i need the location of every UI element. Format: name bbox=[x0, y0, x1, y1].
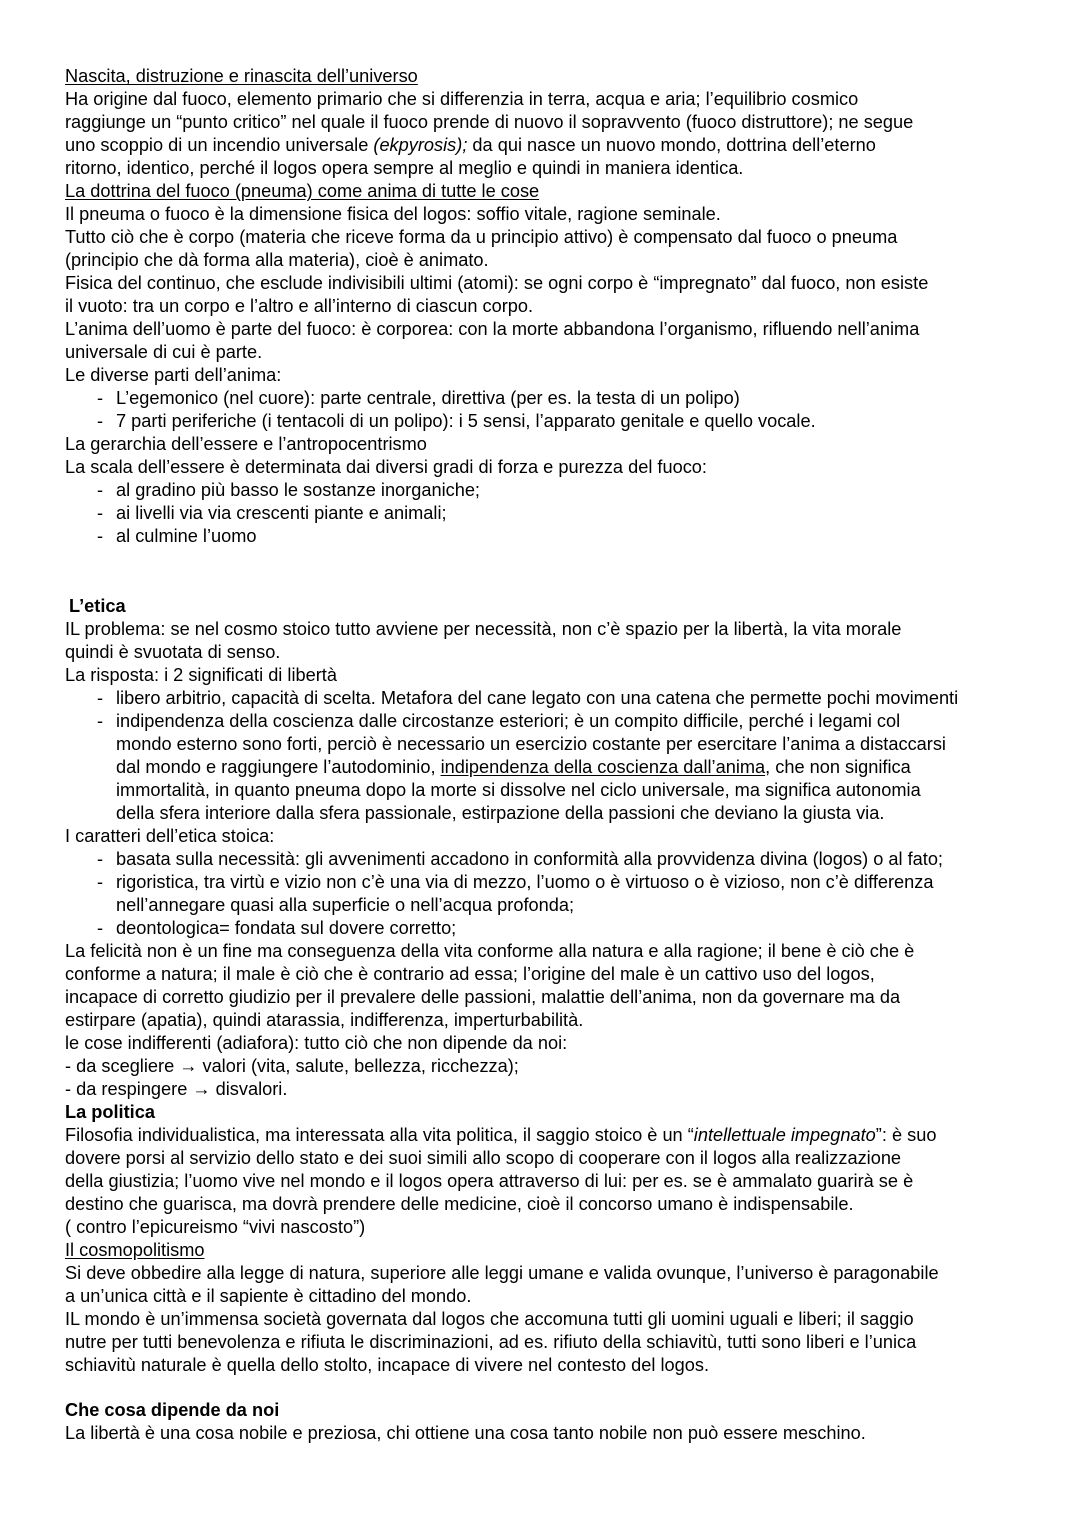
bullet-dash: - bbox=[97, 503, 104, 523]
bullet-dash: - bbox=[97, 918, 104, 938]
paragraph-line: IL problema: se nel cosmo stoico tutto avviene per necessità, non c’è spazio per la libertà, la vita morale bbox=[65, 619, 902, 639]
list-item bbox=[65, 387, 1055, 410]
list-item-continuation bbox=[65, 756, 1055, 779]
list-item-continuation: immortalità, in quanto pneuma dopo la morte si dissolve nel ciclo universale, ma significa autonomia bbox=[116, 780, 921, 800]
text-span: da qui nasce un nuovo mondo, dottrina dell’eterno bbox=[467, 135, 876, 155]
paragraph-line: L’anima dell’uomo è parte del fuoco: è corporea: con la morte abbandona l’organismo, rifluendo nell’anima bbox=[65, 319, 920, 339]
bullet-dash: - bbox=[97, 388, 104, 408]
list-item-text: 7 parti periferiche (i tentacoli di un polipo): i 5 sensi, l’apparato genitale e quello vocale. bbox=[116, 411, 816, 431]
paragraph-line: Le diverse parti dell’anima: bbox=[65, 365, 282, 385]
heading-pneuma: La dottrina del fuoco (pneuma) come anima di tutte le cose bbox=[65, 181, 540, 201]
paragraph-line: conforme a natura; il male è ciò che è contrario ad essa; l’origine del male è un cattivo uso del logos, bbox=[65, 964, 875, 984]
paragraph-line: incapace di corretto giudizio per il prevalere delle passioni, malattie dell’anima, non da governare ma da bbox=[65, 987, 901, 1007]
list-item-continuation: mondo esterno sono forti, perciò è necessario un esercizio costante per esercitare l’anima a distaccarsi bbox=[116, 734, 946, 754]
bullet-dash: - bbox=[97, 480, 104, 500]
paragraph-line: estirpare (apatia), quindi atarassia, indifferenza, imperturbabilità. bbox=[65, 1010, 584, 1030]
text-span: uno scoppio di un incendio universale bbox=[65, 135, 374, 155]
paragraph-line: Si deve obbedire alla legge di natura, superiore alle leggi umane e valida ovunque, l’universo è paragonabile bbox=[65, 1263, 939, 1283]
list-item bbox=[65, 710, 1055, 733]
bullet-dash: - bbox=[97, 411, 104, 431]
bullet-dash: - bbox=[97, 849, 104, 869]
paragraph-line: il vuoto: tra un corpo e l’altro e all’interno di ciascun corpo. bbox=[65, 296, 534, 316]
heading-politics: La politica bbox=[65, 1102, 155, 1122]
list-item-text: ai livelli via via crescenti piante e animali; bbox=[116, 503, 447, 523]
list-item-text: deontologica= fondata sul dovere corretto; bbox=[116, 918, 457, 938]
list-item-continuation: della sfera interiore dalla sfera passionale, estirpazione della passioni che deviano la giusta via. bbox=[116, 803, 885, 823]
heading-cosmopolitanism: Il cosmopolitismo bbox=[65, 1240, 205, 1260]
bullet-dash: - bbox=[97, 688, 104, 708]
list-item-continuation: nell’annegare quasi alla superficie o nell’acqua profonda; bbox=[116, 895, 575, 915]
list-item-text: L’egemonico (nel cuore): parte centrale, direttiva (per es. la testa di un polipo) bbox=[116, 388, 740, 408]
paragraph-line: Ha origine dal fuoco, elemento primario che si differenzia in terra, acqua e aria; l’equilibrio cosmico bbox=[65, 89, 859, 109]
list-item bbox=[65, 479, 1055, 502]
paragraph-line: Fisica del continuo, che esclude indivisibili ultimi (atomi): se ogni corpo è “impregnato” dal fuoco, non esiste bbox=[65, 273, 929, 293]
paragraph-line: destino che guarisca, ma dovrà prendere delle medicine, cioè il concorso umano è indispensabile. bbox=[65, 1194, 854, 1214]
paragraph-line: Tutto ciò che è corpo (materia che riceve forma da u principio attivo) è compensato dal fuoco o pneuma bbox=[65, 227, 898, 247]
text-span: ”: è suo bbox=[875, 1125, 937, 1145]
document-body bbox=[65, 65, 1055, 1445]
paragraph-line bbox=[65, 134, 1055, 157]
list-item-text: al culmine l’uomo bbox=[116, 526, 257, 546]
underlined-phrase: indipendenza della coscienza dall’anima bbox=[440, 757, 766, 777]
list-item bbox=[65, 502, 1055, 525]
list-item-text: rigoristica, tra virtù e vizio non c’è una via di mezzo, l’uomo o è virtuoso o è vizioso, non c’è differenza bbox=[116, 872, 934, 892]
heading-ethics: L’etica bbox=[69, 596, 126, 616]
bullet-dash: - bbox=[97, 872, 104, 892]
text-span: , che non significa bbox=[765, 757, 911, 777]
ekpyrosis-term: (ekpyrosis); bbox=[373, 135, 468, 155]
heading-universe: Nascita, distruzione e rinascita dell’universo bbox=[65, 66, 418, 86]
paragraph-line: ritorno, identico, perché il logos opera sempre al meglio e quindi in maniera identica. bbox=[65, 158, 744, 178]
paragraph-line: (principio che dà forma alla materia), cioè è animato. bbox=[65, 250, 489, 270]
bullet-dash: - bbox=[97, 526, 104, 546]
text-span: dal mondo e raggiungere l’autodominio, bbox=[116, 757, 441, 777]
paragraph-line: La libertà è una cosa nobile e preziosa, chi ottiene una cosa tanto nobile non può essere meschino. bbox=[65, 1423, 866, 1443]
paragraph-line: La scala dell’essere è determinata dai diversi gradi di forza e purezza del fuoco: bbox=[65, 457, 707, 477]
heading-hierarchy: La gerarchia dell’essere e l’antropocentrismo bbox=[65, 434, 427, 454]
list-item bbox=[65, 917, 1055, 940]
list-item-text: al gradino più basso le sostanze inorganiche; bbox=[116, 480, 480, 500]
italic-phrase: intellettuale impegnato bbox=[693, 1125, 876, 1145]
list-item bbox=[65, 871, 1055, 894]
bullet-dash: - bbox=[97, 711, 104, 731]
paragraph-line: IL mondo è un’immensa società governata dal logos che accomuna tutti gli uomini uguali e liberi; il saggio bbox=[65, 1309, 914, 1329]
paragraph-line: della giustizia; l’uomo vive nel mondo e il logos opera attraverso di lui: per es. se è ammalato guarirà se è bbox=[65, 1171, 914, 1191]
paragraph-line: La felicità non è un fine ma conseguenza della vita conforme alla natura e alla ragione; il bene è ciò che è bbox=[65, 941, 915, 961]
paragraph-line: universale di cui è parte. bbox=[65, 342, 263, 362]
list-item-text: indipendenza della coscienza dalle circostanze esteriori; è un compito difficile, perché i legami col bbox=[116, 711, 901, 731]
list-item-text: basata sulla necessità: gli avvenimenti accadono in conformità alla provvidenza divina (logos) o al fato; bbox=[116, 849, 943, 869]
list-item-text: libero arbitrio, capacità di scelta. Metafora del cane legato con una catena che permette pochi movimenti bbox=[116, 688, 959, 708]
paragraph-line: Il pneuma o fuoco è la dimensione fisica del logos: soffio vitale, ragione seminale. bbox=[65, 204, 721, 224]
paragraph-line: I caratteri dell’etica stoica: bbox=[65, 826, 275, 846]
paragraph-line: ( contro l’epicureismo “vivi nascosto”) bbox=[65, 1217, 366, 1237]
paragraph-line: La risposta: i 2 significati di libertà bbox=[65, 665, 337, 685]
paragraph-line: schiavitù naturale è quella dello stolto, incapace di vivere nel contesto del logos. bbox=[65, 1355, 710, 1375]
paragraph-line: a un’unica città e il sapiente è cittadino del mondo. bbox=[65, 1286, 472, 1306]
paragraph-line: - da respingere → disvalori. bbox=[65, 1079, 288, 1099]
section-ethics bbox=[65, 595, 1055, 1101]
list-item bbox=[65, 848, 1055, 871]
list-item bbox=[65, 687, 1055, 710]
list-item bbox=[65, 525, 1055, 548]
paragraph-line: le cose indifferenti (adiafora): tutto ciò che non dipende da noi: bbox=[65, 1033, 568, 1053]
paragraph-line: raggiunge un “punto critico” nel quale il fuoco prende di nuovo il sopravvento (fuoco distruttore); ne segue bbox=[65, 112, 914, 132]
heading-what-depends-on-us: Che cosa dipende da noi bbox=[65, 1400, 280, 1420]
list-item bbox=[65, 410, 1055, 433]
paragraph-line: dovere porsi al servizio dello stato e dei suoi simili allo scopo di cooperare con il logos alla realizzazione bbox=[65, 1148, 902, 1168]
paragraph-line: nutre per tutti benevolenza e rifiuta le discriminazioni, ad es. rifiuto della schiavitù, tutti sono liberi e l’unica bbox=[65, 1332, 917, 1352]
paragraph-line: - da scegliere → valori (vita, salute, bellezza, ricchezza); bbox=[65, 1056, 519, 1076]
paragraph-line bbox=[65, 1124, 1055, 1147]
text-span: Filosofia individualistica, ma interessata alla vita politica, il saggio stoico è un “ bbox=[65, 1125, 694, 1145]
paragraph-line: quindi è svuotata di senso. bbox=[65, 642, 281, 662]
